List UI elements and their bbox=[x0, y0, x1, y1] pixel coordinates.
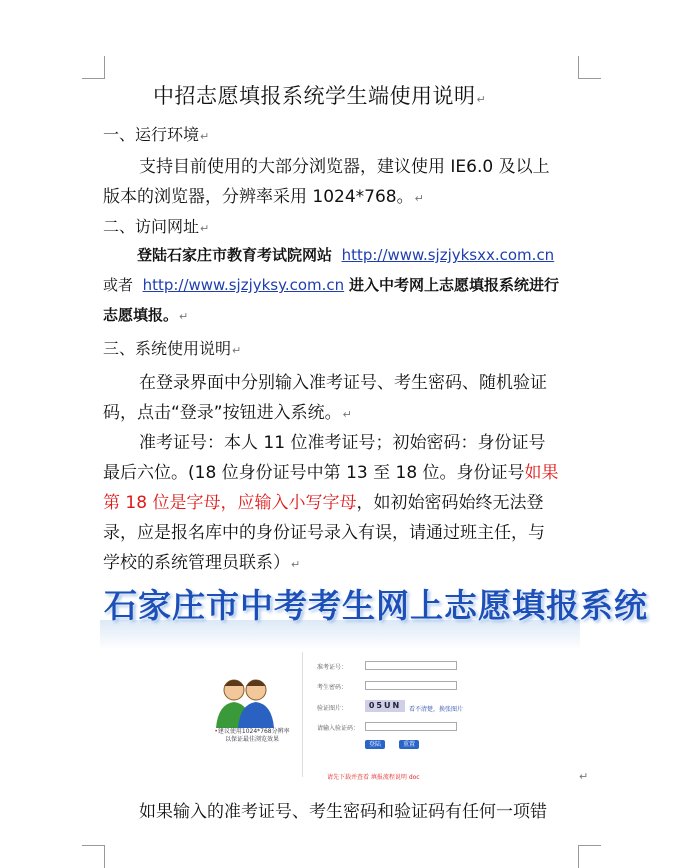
resolution-hint: •建议使用1024*768分辨率 以保证最佳浏览效果 bbox=[214, 728, 290, 743]
users-avatar-icon bbox=[212, 672, 282, 732]
system-banner: 石家庄市中考考生网上志愿填报系统 bbox=[104, 586, 648, 625]
section-heading: 一、运行环境↵ bbox=[103, 125, 210, 144]
page-corner-mark bbox=[578, 845, 601, 868]
paragraph-line: 录，应是报名库中的身份证号录入有误，请通过班主任，与 bbox=[103, 523, 545, 543]
paragraph-line: 或者 http://www.sjzjyksy.com.cn 进入中考网上志愿填报系统进行 bbox=[103, 276, 559, 294]
login-form bbox=[302, 652, 478, 781]
paragraph-line: 码，点击“登录”按钮进入系统。↵ bbox=[103, 403, 352, 423]
paragraph-line: 在登录界面中分别输入准考证号、考生密码、随机验证 bbox=[139, 373, 547, 393]
password-label: 考生密码： bbox=[317, 684, 348, 691]
password-input[interactable] bbox=[365, 681, 457, 690]
paragraph-line: 第 18 位是字母，应输入小写字母，如初始密码始终无法登 bbox=[103, 493, 544, 513]
paragraph-mark: ↵ bbox=[579, 770, 589, 783]
paragraph-line: 登陆石家庄市教育考试院网站 http://www.sjzjyksxx.com.cn bbox=[137, 246, 555, 264]
paragraph-line: 版本的浏览器，分辨率采用 1024*768。↵ bbox=[103, 187, 424, 207]
download-note[interactable]: 请先下载并查看 填报流程说明 doc bbox=[327, 774, 420, 781]
refresh-captcha-link[interactable]: 看不清楚，换张图片 bbox=[409, 706, 464, 713]
paragraph-line: 准考证号：本人 11 位准考证号；初始密码：身份证号 bbox=[139, 433, 546, 453]
paragraph-line: 支持目前使用的大部分浏览器，建议使用 IE6.0 及以上 bbox=[139, 157, 550, 177]
paragraph-line: 学校的系统管理员联系）↵ bbox=[103, 553, 301, 573]
paragraph-line: 如果输入的准考证号、考生密码和验证码有任何一项错 bbox=[139, 802, 547, 822]
paragraph-line: 志愿填报。↵ bbox=[103, 306, 189, 324]
login-button[interactable]: 登陆 bbox=[365, 740, 385, 749]
paragraph-line: 最后六位。(18 位身份证号中第 13 至 18 位。身份证号如果 bbox=[103, 463, 559, 483]
exam-number-label: 准考证号： bbox=[317, 664, 348, 671]
login-screenshot bbox=[192, 652, 589, 783]
section-heading: 三、系统使用说明↵ bbox=[103, 339, 242, 358]
reset-button[interactable]: 重置 bbox=[399, 740, 419, 749]
section-heading: 二、访问网址↵ bbox=[103, 217, 210, 236]
document-title: 中招志愿填报系统学生端使用说明↵ bbox=[153, 84, 487, 108]
captcha-input[interactable] bbox=[365, 722, 457, 731]
website-link[interactable]: http://www.sjzjyksy.com.cn bbox=[142, 276, 345, 294]
captcha-input-label: 请输入验证码： bbox=[317, 725, 360, 732]
website-link[interactable]: http://www.sjzjyksxx.com.cn bbox=[341, 246, 555, 264]
exam-number-input[interactable] bbox=[365, 661, 457, 670]
page-corner-mark bbox=[82, 56, 105, 79]
captcha-image-label: 验证图片： bbox=[317, 705, 348, 712]
page-corner-mark bbox=[82, 845, 105, 868]
page-corner-mark bbox=[578, 56, 601, 79]
captcha-image: 05UN bbox=[365, 700, 405, 712]
